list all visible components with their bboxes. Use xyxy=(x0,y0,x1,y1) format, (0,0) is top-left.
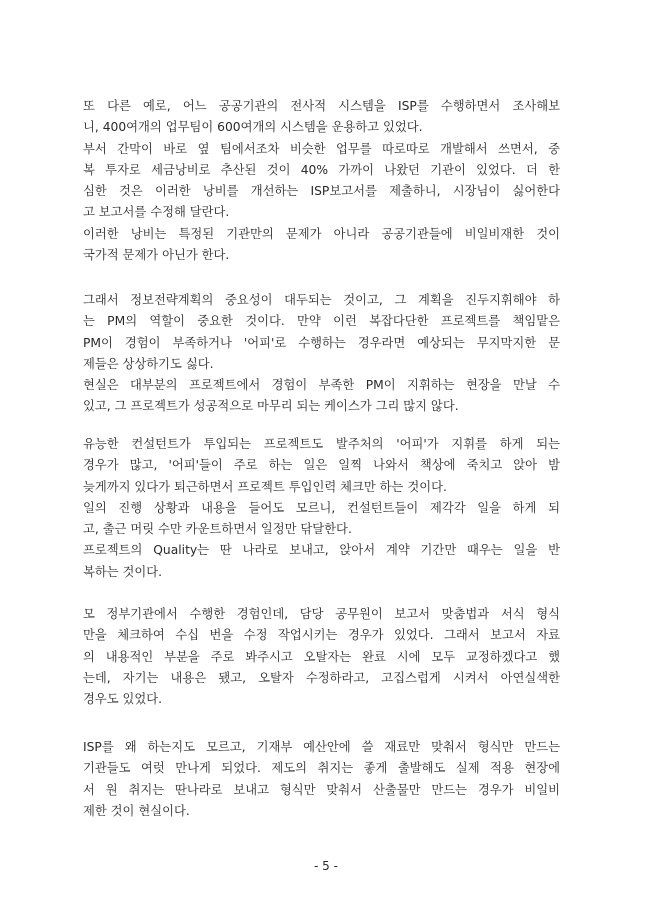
text-line: 경우도 있었다. xyxy=(83,692,163,707)
text-line: 제들은 상상하기도 싫다. xyxy=(83,356,214,371)
paragraph xyxy=(83,604,560,710)
text-line: 또 다른 예로, 어느 공공기관의 전사적 시스템을 ISP를 수행하면서 조사해보 xyxy=(83,99,560,113)
text-line: PM이 경험이 부족하거나 '어피'로 수행하는 경우라면 예상되는 무지막지한 문 xyxy=(83,335,560,350)
text-line: ISP를 왜 하는지도 모르고, 기재부 예산안에 쓸 재료만 맞춰서 형식만 만드는 xyxy=(83,740,560,754)
text-line: 이러한 낭비는 특정된 기관만의 문제가 아니라 공공기관들에 비일비재한 것이 xyxy=(83,226,560,241)
text-line: 는 PM의 역할이 중요한 것이다. 만약 이런 복잡다단한 프로젝트를 책임맡은 xyxy=(83,314,560,329)
text-line: 복 투자로 세금낭비로 추산된 것이 40% 가까이 나왔던 기관이 있었다. 더 한 xyxy=(83,162,560,177)
text-line: 현실은 대부분의 프로젝트에서 경험이 부족한 PM이 지휘하는 현장을 만날 수 xyxy=(83,378,560,393)
text-line: 부서 간막이 바로 옆 팀에서조차 비슷한 업무를 따로따로 개발해서 쓰면서, 중 xyxy=(83,141,560,156)
paragraph xyxy=(83,737,560,822)
text-line: 일의 진행 상황과 내용을 들어도 모르니, 컨설턴트들이 제각각 일을 하게 되 xyxy=(83,500,560,515)
text-line: 경우가 많고, '어피'들이 주로 하는 일은 일찍 나와서 책상에 죽치고 앉아 밤 xyxy=(83,458,560,473)
text-line: 서 원 취지는 딴나라로 보내고 형식만 맞춰서 산출물만 만드는 경우가 비일비 xyxy=(83,782,560,797)
text-line: 유능한 컨설턴트가 투입되는 프로젝트도 발주처의 '어피'가 지휘를 하게 되는 xyxy=(83,437,560,451)
text-line: 제한 것이 현실이다. xyxy=(83,803,190,818)
text-line: 프로젝트의 Quality는 딴 나라로 보내고, 앉아서 계약 기간만 때우는 일을 반 xyxy=(83,543,560,558)
text-line: 복하는 것이다. xyxy=(83,564,163,579)
text-line: 의 내용적인 부분을 주로 봐주시고 오탈자는 완료 시에 모두 교정하겠다고 했 xyxy=(83,649,560,664)
text-line: 고 보고서를 수정해 달란다. xyxy=(83,205,230,220)
paragraph xyxy=(83,434,560,583)
text-line: 는데, 자기는 내용은 됐고, 오탈자 수정하라고, 고집스럽게 시켜서 아연실색한 xyxy=(83,670,560,685)
paragraph xyxy=(83,96,560,266)
text-line: 늦게까지 있다가 퇴근하면서 프로젝트 투입인력 체크만 하는 것이다. xyxy=(83,479,447,494)
paragraph xyxy=(83,290,560,418)
text-line: 있고, 그 프로젝트가 성공적으로 마무리 되는 케이스가 그리 많지 않다. xyxy=(83,399,459,414)
page-number: - 5 - xyxy=(314,859,338,873)
text-line: 만을 체크하여 수십 번을 수정 작업시키는 경우가 있었다. 그래서 보고서 자료 xyxy=(83,628,560,643)
text-line: 국가적 문제가 아닌가 한다. xyxy=(83,248,230,263)
text-line: 기관들도 여럿 만나게 되었다. 제도의 취지는 좋게 출발해도 실제 적용 현장에 xyxy=(83,761,560,776)
text-line: 니, 400여개의 업무팀이 600여개의 시스템을 운용하고 있었다. xyxy=(83,120,423,135)
text-line: 심한 것은 이러한 낭비를 개선하는 ISP보고서를 제출하니, 시장님이 싫어한다 xyxy=(83,184,560,199)
text-line: 고, 출근 머릿 수만 카운트하면서 일정만 닦달한다. xyxy=(83,522,352,537)
text-line: 그래서 정보전략계획의 중요성이 대두되는 것이고, 그 계획을 진두지휘해야 하 xyxy=(83,293,560,307)
text-line: 모 정부기관에서 수행한 경험인데, 담당 공무원이 보고서 맞춤법과 서식 형식 xyxy=(83,607,560,621)
